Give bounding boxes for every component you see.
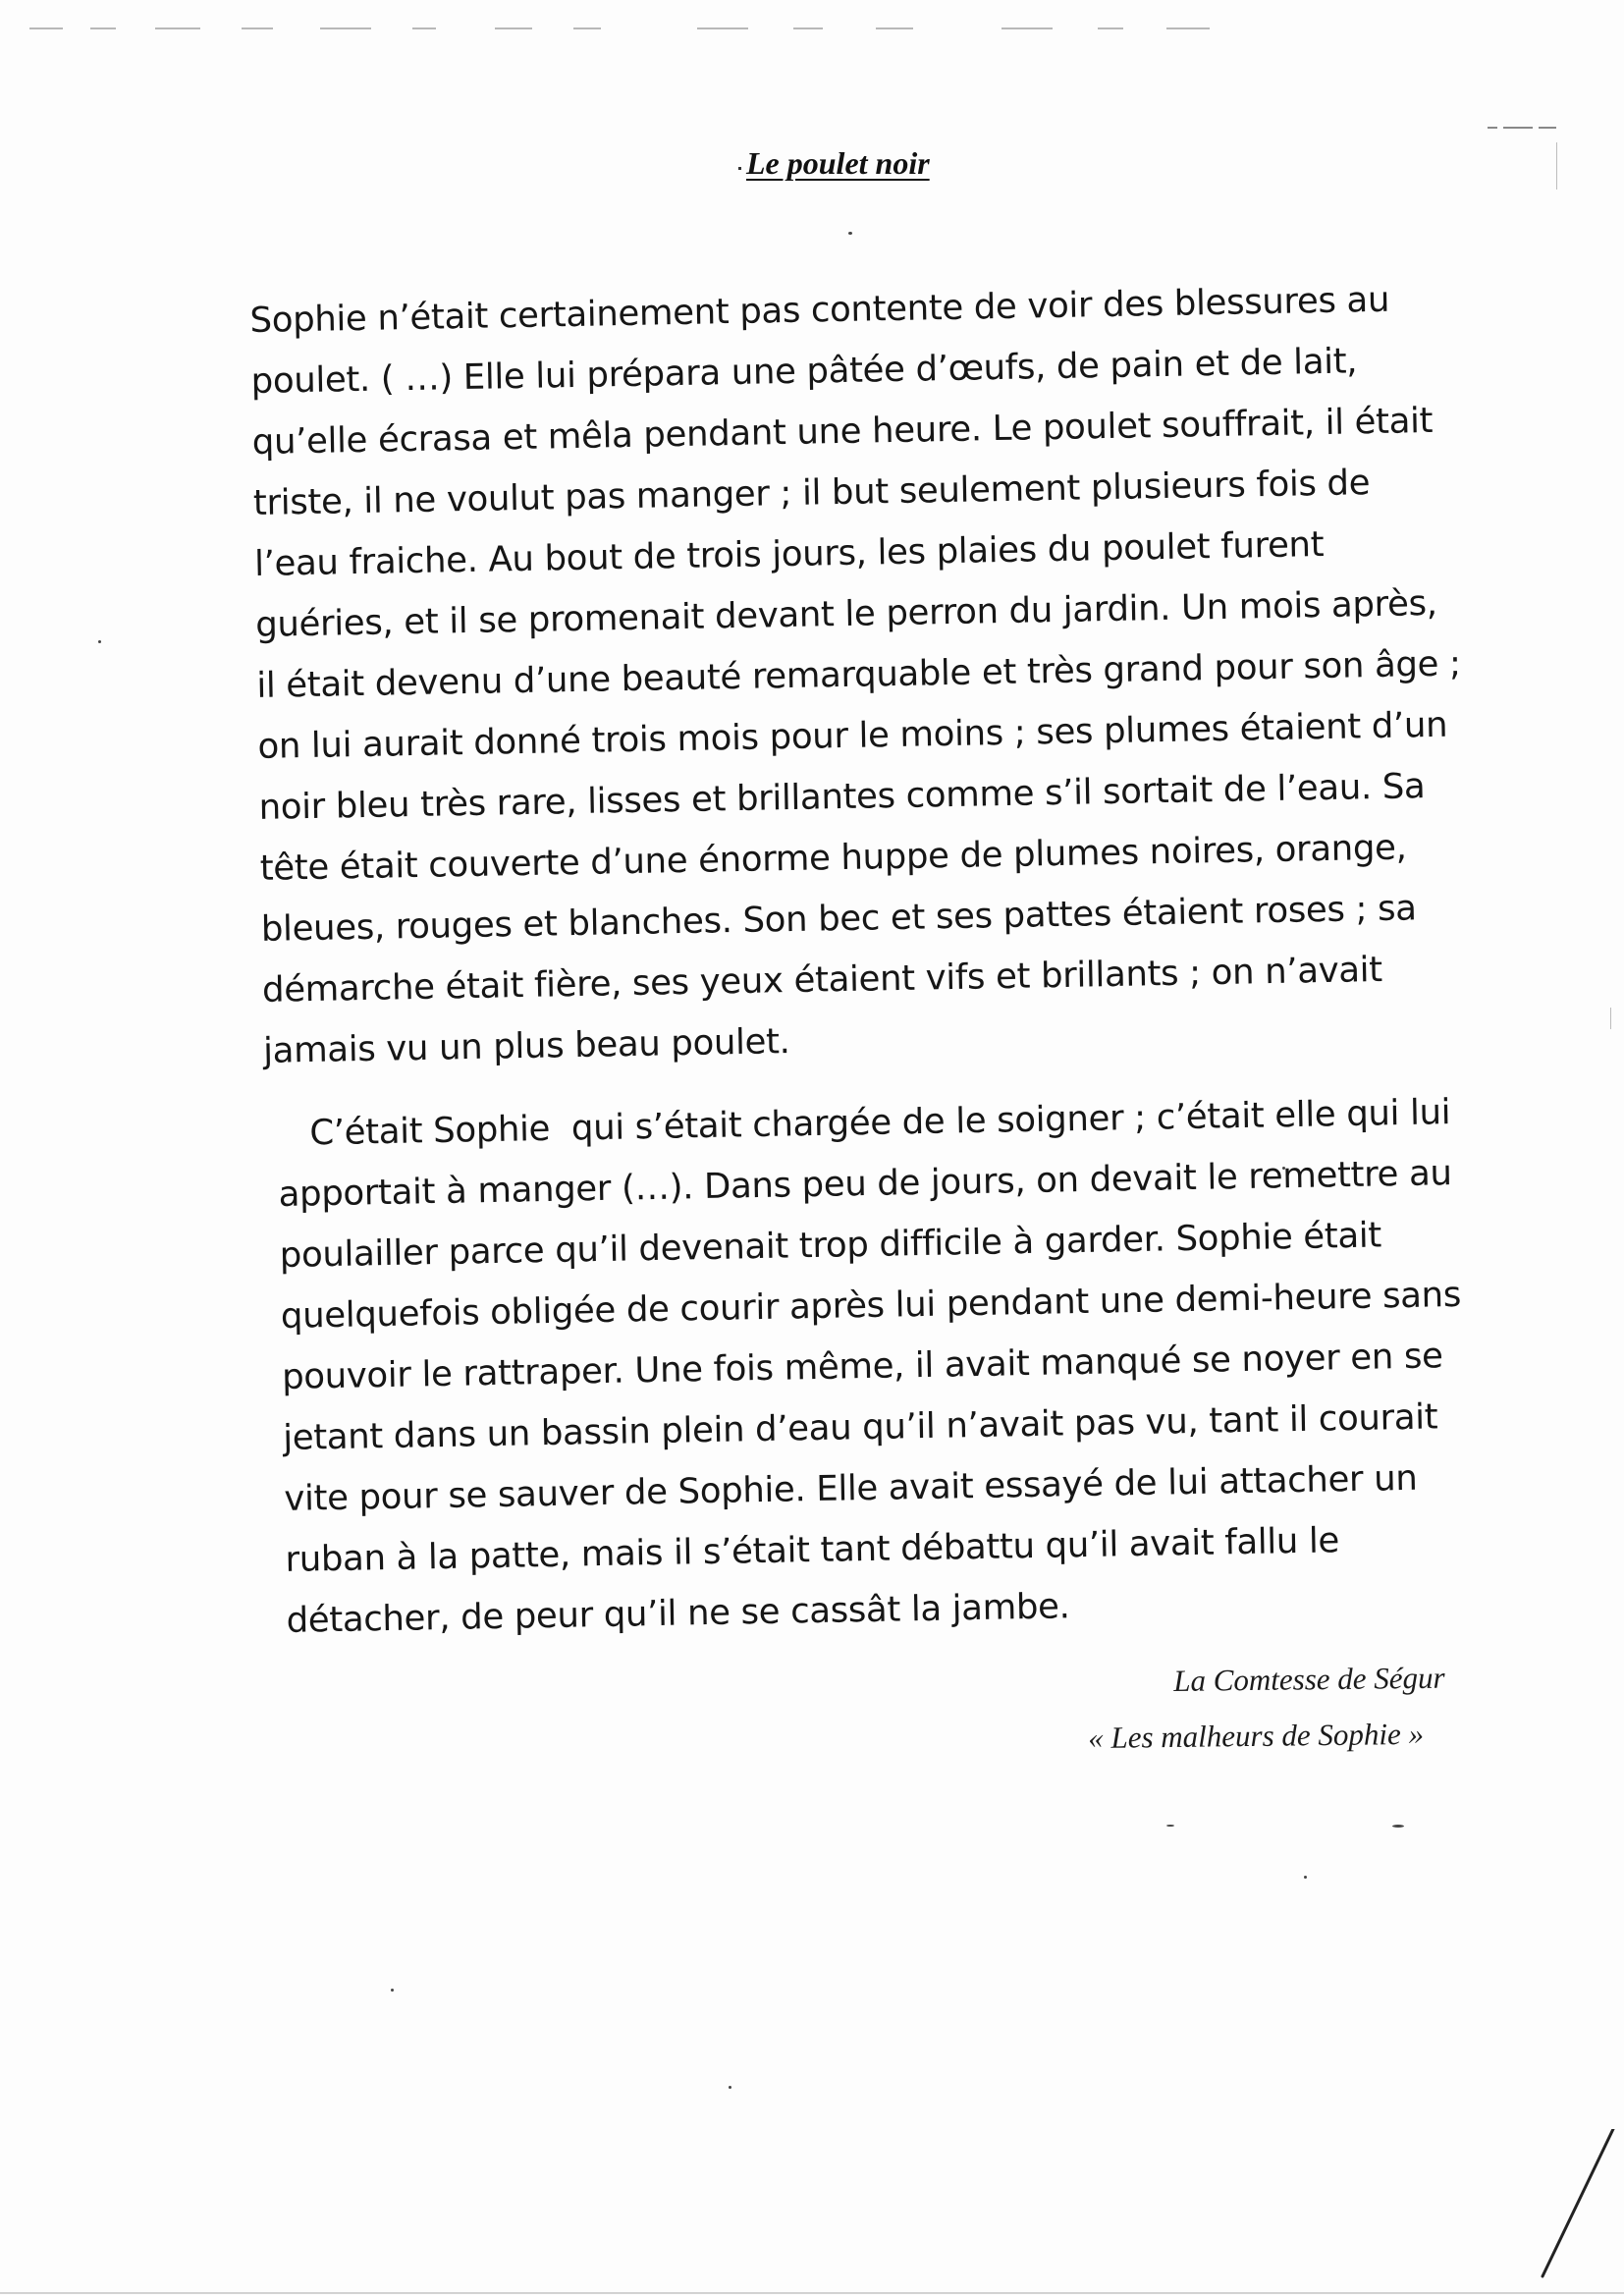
author-credit: La Comtesse de Ségur: [1173, 1660, 1445, 1698]
scan-mark: [495, 27, 532, 29]
paragraph-1: [249, 269, 1468, 1082]
text-line: noir bleu très rare, lisses et brillantes comme s’il sortait de l’eau. Sa: [258, 766, 1426, 828]
text-line: C’était Sophie qui s’était chargée de le soigner ; c’était elle qui lui: [277, 1092, 1451, 1154]
right-margin-artifact: [1610, 1008, 1611, 1029]
scan-speck: [848, 232, 852, 235]
text-line: bleues, rouges et blanches. Son bec et ses pattes étaient roses ; sa: [260, 888, 1417, 950]
scan-speck: [98, 640, 101, 643]
text-line: Sophie n’était certainement pas contente de voir des blessures au: [249, 279, 1390, 341]
scan-mark: [242, 27, 273, 29]
text-line: triste, il ne voulut pas manger ; il but seulement plusieurs fois de: [252, 463, 1371, 523]
scan-mark: [1001, 27, 1053, 29]
text-line: jetant dans un bassin plein d’eau qu’il n’avait pas vu, tant il courait: [282, 1396, 1438, 1458]
text-line: qu’elle écrasa et mêla pendant une heure. Le poulet souffrait, il était: [251, 400, 1434, 463]
scan-mark: [320, 27, 371, 29]
right-margin-artifact: [1556, 142, 1557, 190]
page-corner-stroke: [1527, 2129, 1615, 2286]
scan-mark: [155, 27, 200, 29]
scan-mark: [29, 27, 63, 29]
text-line: détacher, de peur qu’il ne se cassât la jambe.: [286, 1586, 1070, 1641]
scan-speck: [1304, 1876, 1307, 1879]
scan-mark: [876, 27, 913, 29]
scan-speck: [1166, 1825, 1174, 1827]
text-line: tête était couverte d’une énorme huppe de plumes noires, orange,: [259, 827, 1407, 889]
scan-mark: [1488, 127, 1497, 129]
text-line: pouvoir le rattraper. Une fois même, il avait manqué se noyer en se: [281, 1336, 1443, 1397]
scan-mark: [90, 27, 116, 29]
text-line: poulet. ( …) Elle lui prépara une pâtée d’œufs, de pain et de lait,: [250, 341, 1358, 402]
text-line: quelquefois obligée de courir après lui pendant une demi-heure sans: [280, 1274, 1462, 1337]
text-line: l’eau fraiche. Au bout de trois jours, les plaies du poulet furent: [253, 523, 1325, 584]
document-title: Le poulet noir: [746, 145, 930, 181]
book-title: « Les malheurs de Sophie »: [1088, 1716, 1425, 1755]
scan-speck: [1392, 1825, 1404, 1828]
scan-speck: [729, 2086, 731, 2089]
corner-scan-mark: [1488, 124, 1556, 132]
scan-mark: [793, 27, 823, 29]
scan-mark: [1166, 27, 1210, 29]
title-dot: [738, 167, 741, 170]
scan-mark: [697, 27, 748, 29]
text-line: poulailler parce qu’il devenait trop difficile à garder. Sophie était: [279, 1215, 1382, 1276]
scan-mark: [573, 27, 601, 29]
scan-speck: [391, 1989, 394, 1992]
text-line: vite pour se sauver de Sophie. Elle avait essayé de lui attacher un: [284, 1457, 1418, 1519]
text-line: guéries, et il se promenait devant le perron du jardin. Un mois après,: [254, 582, 1437, 645]
text-line: apportait à manger (…). Dans peu de jours, on devait le remettre au: [278, 1153, 1452, 1215]
scan-mark: [1503, 127, 1533, 129]
text-line: il était devenu d’une beauté remarquable et très grand pour son âge ;: [256, 643, 1461, 706]
scan-mark: [1539, 127, 1556, 129]
diagonal-stroke: [1543, 2129, 1613, 2276]
text-line: démarche était fière, ses yeux étaient vifs et brillants ; on n’avait: [261, 949, 1383, 1011]
paragraph-2: [277, 1082, 1467, 1652]
text-line: jamais vu un plus beau poulet.: [262, 1021, 790, 1071]
scan-top-marks: [0, 22, 1624, 31]
bottom-edge-artifact: [0, 2292, 1624, 2294]
text-line: ruban à la patte, mais il s’était tant débattu qu’il avait fallu le: [285, 1520, 1340, 1580]
scan-mark: [412, 27, 436, 29]
text-line: on lui aurait donné trois mois pour le moins ; ses plumes étaient d’un: [257, 704, 1448, 767]
scan-mark: [1098, 27, 1123, 29]
